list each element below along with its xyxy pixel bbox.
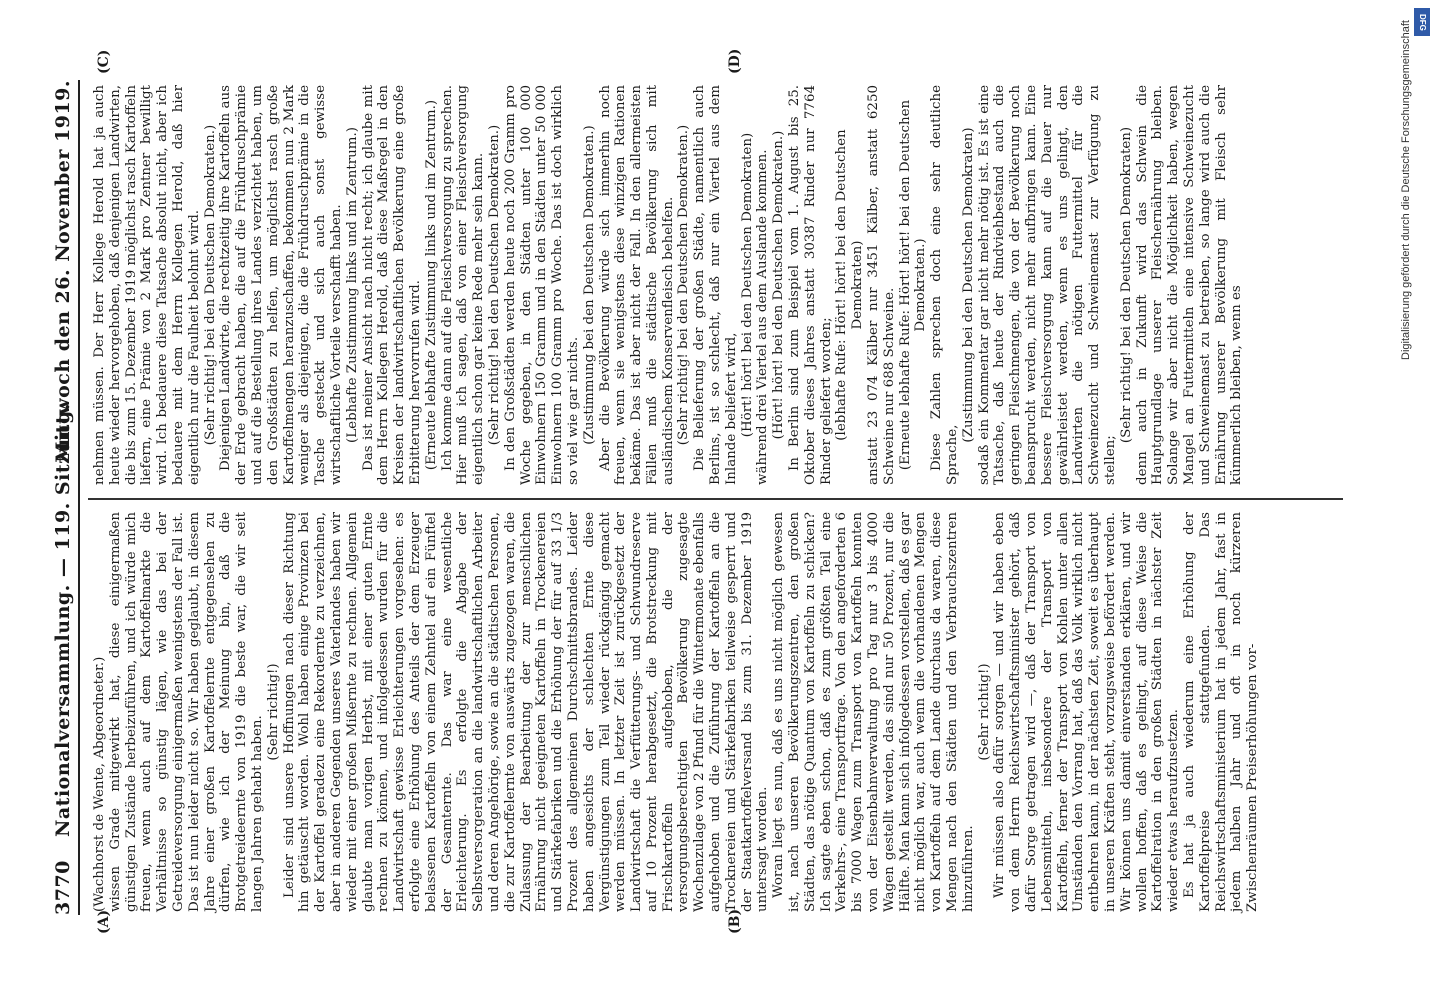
dfg-logo: DFG	[1414, 8, 1430, 36]
margin-mark-c: (C)	[96, 49, 112, 74]
interjection: (Zustimmung bei den Deutschen Demokraten)	[960, 127, 976, 443]
interjection: (Erneute lebhafte Zustimmung links und im Zentrum.)	[423, 99, 439, 471]
text-column-right	[92, 85, 1245, 485]
paragraph: Diejenigen Landwirte, die rechtzeitig ihre Kartoffeln aus der Erde gebracht haben, die auf die Frühdruschprämie und auf die Bestellung ihres Landes verzichtet haben, um den Großstädten zu helfen, um möglichst rasch große Kartoffelmengen heranzuschaffen, bekommen nun 2 Mark weniger als diejenigen, die die Frühdruschprämie in die Tasche gesteckt und sich auch sonst gewisse wirtschaftliche Vorteile verschafft haben.	[218, 85, 344, 485]
interjection: (Sehr richtig! bei den Deutschen Demokraten)	[1118, 126, 1134, 444]
paragraph: Diese Zahlen sprechen doch eine sehr deutliche Sprache,	[929, 85, 961, 485]
running-header	[52, 80, 92, 915]
margin-mark-b: (B)	[727, 908, 743, 934]
header-session: Nationalversammlung. — 119. Sitzung.	[52, 403, 74, 837]
header-rule	[78, 80, 80, 915]
paragraph: während drei Viertel aus dem Auslande kommen.	[755, 149, 771, 485]
credit-text: Digitalisierung gefördert durch die Deutsche Forschungsgemeinschaft	[1400, 20, 1412, 360]
paragraph: denn auch in Zukunft wird das Schwein die Hauptgrundlage unserer Fleischernährung bleiben. Solange wir aber nicht die Möglichkeit haben, wegen Mangel an Futtermitteln eine intensive Schweinezucht und Schweinemast zu betreiben, so lange wird auch die Ernährung unserer Bevölkerung mit Fleisch sehr kümmerlich bleiben, wenn es	[1134, 85, 1245, 485]
page-number: 3770	[52, 860, 74, 915]
interjection: (lebhafte Rufe: Hört! hört! bei den Deutschen Demokraten)	[834, 129, 866, 441]
paragraph: Leider sind unsere Hoffnungen nach dieser Richtung hin getäuscht worden. Wohl haben einige Provinzen bei der Kartoffel geradezu eine Rekordernte zu verzeichnen, aber in anderen Gegenden unseres Vaterlandes haben wir wieder mit einer großen Mißernte zu rechnen. Allgemein glaubte man vorigen Herbst, mit einer guten Ernte rechnen zu können, und infolgedessen wurden für die Landwirtschaft gewisse Erleichterungen vorgesehen: es erfolgte eine Erhöhung des Anteils der dem Erzeuger belassenen Kartoffeln von einem Zehntel auf ein Fünftel der Gesamternte. Das war eine wesentliche Erleichterung. Es erfolgte die Abgabe der Selbstversorgeration an die landwirtschaftlichen Arbeiter und deren Angehörige, sowie an die städtischen Personen, die zur Kartoffelernte von auswärts zugezogen waren, die Zulassung der Bearbeitung der zur menschlichen Ernährung nicht geeigneten Kartoffeln in Trockenereien und Stärkefabriken und die Erhöhung der für auf 33 1/3 Prozent des allgemeinen Durchschnittsbrandes. Leider haben angesichts der schlechten Ernte diese Vergünstigungen zum Teil wieder rückgängig gemacht werden müssen. In letzter Zeit ist zurückgesetzt der Landwirtschaft die Verfütterungs- und Schwundreserve auf 10 Prozent herabgesetzt, die Brotstreckung mit Frischkartoffeln aufgehoben, die der versorgungsberechtigten Bevölkerung zugesagte Wochenzulage von 2 Pfund für die Wintermonate ebenfalls aufgehoben und die Zuführung der Kartoffeln an die Trocknereien und Stärkefabriken teilweise gesperrt und der Staatkartoffelversand bis zum 31. Dezember 1919 untersagt worden.	[281, 512, 771, 912]
paragraph: Aber die Bevölkerung würde sich immerhin noch freuen, wenn sie wenigstens diese winzigen Rationen bekäme. Das ist aber nicht der Fall. In den allermeisten Fällen muß die städtische Bevölkerung sich mit ausländischem Konservenfleisch behelfen.	[597, 85, 676, 485]
paragraph: Ich komme dann auf die Fleischversorgung zu sprechen. Hier muß ich sagen, daß von einer Fleischversorgung eigentlich schon gar keine Rede mehr sein kann.	[439, 85, 487, 485]
interjection: (Sehr richtig!)	[976, 663, 992, 761]
interjection: (Hört! hört! bei den Deutschen Demokraten)	[739, 132, 755, 438]
interjection: (Zustimmung bei den Deutschen Demokraten.)	[581, 125, 597, 445]
digitization-credit	[1384, 20, 1412, 360]
margin-mark-a: (A)	[96, 909, 112, 934]
paragraph: Woran liegt es nun, daß es uns nicht möglich gewesen ist, nach unseren Bevölkerungszentren, den großen Städten, das nötige Quantum von Kartoffeln zu schicken? Ich sagte eben schon, daß es zum größten Teil eine Verkehrs-, eine Transportfrage. Von den angeforderten 6 bis 7000 Wagen zum Transport von Kartoffeln konnten von der Eisenbahnverwaltung pro Tag nur 3 bis 4000 Wagen gestellt werden, das sind nur 50 Prozent, nur die Hälfte. Man kann sich infolgedessen vorstellen, daß es gar nicht möglich war, auch wenn die vorhandenen Mengen von Kartoffeln auf dem Lande durchaus da waren, diese Mengen nach den Städten und den Verbrauchszentren hinzuführen.	[771, 512, 976, 912]
paragraph: Es hat ja auch wiederum eine Erhöhung der Kartoffelpreise stattgefunden. Das Reichswirtschaftsministerium hat in jedem Jahr, fast in jedem halben Jahr und oft in noch kürzeren Zwischenräumen Preiserhöhungen vor-	[1181, 512, 1261, 912]
paragraph: Die Belieferung der großen Städte, namentlich auch Berlins, ist so schlecht, daß nur ein Viertel aus dem Inlande beliefert wird,	[692, 85, 739, 485]
interjection: (Sehr richtig! bei den Deutschen Demokraten.)	[486, 124, 502, 446]
column-separator	[88, 498, 1343, 500]
speaker-line: (Wachhorst de Wente, Abgeordneter.)	[92, 656, 107, 912]
paragraph: wissen Grade mitgewirkt hat, diese einigermaßen günstigen Zustände herbeizuführen, und ich würde mich freuen, wenn auch auf dem Kartoffelmarkte die Verhältnisse so günstig lägen, wie das bei der Getreideversorgung einigermaßen wenigstens der Fall ist. Das ist nun leider nicht so. Wir haben geglaubt, in diesem Jahre einer großen Kartoffelernte entgegensehen zu dürfen, wie ich der Meinung bin, daß die Brotgetreideernte von 1919 die beste war, die wir seit langen Jahren gehabt haben.	[107, 512, 265, 912]
interjection: (Sehr richtig! bei den Deutschen Demokraten.)	[202, 124, 218, 446]
text-column-left	[92, 512, 1261, 912]
paragraph: sodaß ein Kommentar gar nicht mehr nötig ist. Es ist eine Tatsache, daß heute der Rindviehbestand auch die geringen Fleischmengen, die von der Bevölkerung noch beansprucht werden, nicht mehr aufbringen kann. Eine bessere Fleischversorgung kann auf die Dauer nur gewährleistet werden, wenn es uns gelingt, den Landwirten die nötigen Futtermittel für die Schweinezucht und Schweinemast zur Verfügung zu stellen;	[976, 85, 1118, 485]
interjection: (Sehr richtig! bei den Deutschen Demokraten.)	[676, 124, 692, 446]
header-date: Mittwoch den 26. November 1919.	[52, 80, 74, 463]
interjection: (Erneute lebhafte Rufe: Hört! hört! bei den Deutschen Demokraten.)	[897, 99, 929, 471]
interjection: (Sehr richtig!)	[265, 663, 281, 761]
margin-mark-d: (D)	[727, 48, 743, 74]
paragraph: nehmen müssen. Der Herr Kollege Herold hat ja auch heute wieder hervorgehoben, daß denjenigen Landwirten, die bis zum 15. Dezember 1919 möglichst rasch Kartoffeln liefern, eine Prämie von 2 Mark pro Zentner bewilligt wird. Ich bedauere diese Tatsache absolut nicht, aber ich bedauere mit dem Herrn Kollegen Herold, daß hier eigentlich nur die Faulheit belohnt wird.	[92, 85, 202, 485]
paragraph: Wir müssen also dafür sorgen — und wir haben eben von dem Herrn Reichswirtschaftsminister gehört, daß dafür Sorge getragen wird —, daß der Transport von Lebensmitteln, insbesondere der Transport von Kartoffeln, ferner der Transport von Kohlen unter allen Umständen den Vorrang hat, daß das Volk wirklich nicht entbehren kann, in der nächsten Zeit, soweit es überhaupt in unseren Kräften steht, vorzugsweise befördert werden. Wir können uns damit einverstanden erklären, und wir wollen hoffen, daß es gelingt, auf diese Weise die Kartoffelration in den großen Städten in nächster Zeit wieder etwas heraufzusetzen.	[992, 512, 1182, 912]
paragraph: In den Großstädten werden heute noch 200 Gramm pro Woche gegeben, in den Städten unter 100 000 Einwohnern 150 Gramm und in den Städten unter 50 000 Einwohnern 100 Gramm pro Woche. Das ist doch wirklich so viel wie gar nichts.	[502, 85, 581, 485]
paragraph: In Berlin sind zum Beispiel vom 1. August bis 25. Oktober dieses Jahres anstatt 30387 Rinder nur 7764 Rinder geliefert worden;	[787, 85, 834, 485]
interjection: (Lebhafte Zustimmung links und im Zentrum.)	[344, 127, 360, 443]
paragraph: anstatt 23 074 Kälber nur 3451 Kälber, anstatt 6250 Schweine nur 688 Schweine.	[866, 85, 897, 485]
paragraph: Das ist meiner Ansicht nach nicht recht; ich glaube mit dem Herrn Kollegen Herold, daß diese Maßregel in den Kreisen der landwirtschaftlichen Bevölkerung eine große Erbitterung hervorrufen wird.	[360, 85, 423, 485]
interjection: (Hört! hört! bei den Deutschen Demokraten.)	[771, 130, 787, 440]
